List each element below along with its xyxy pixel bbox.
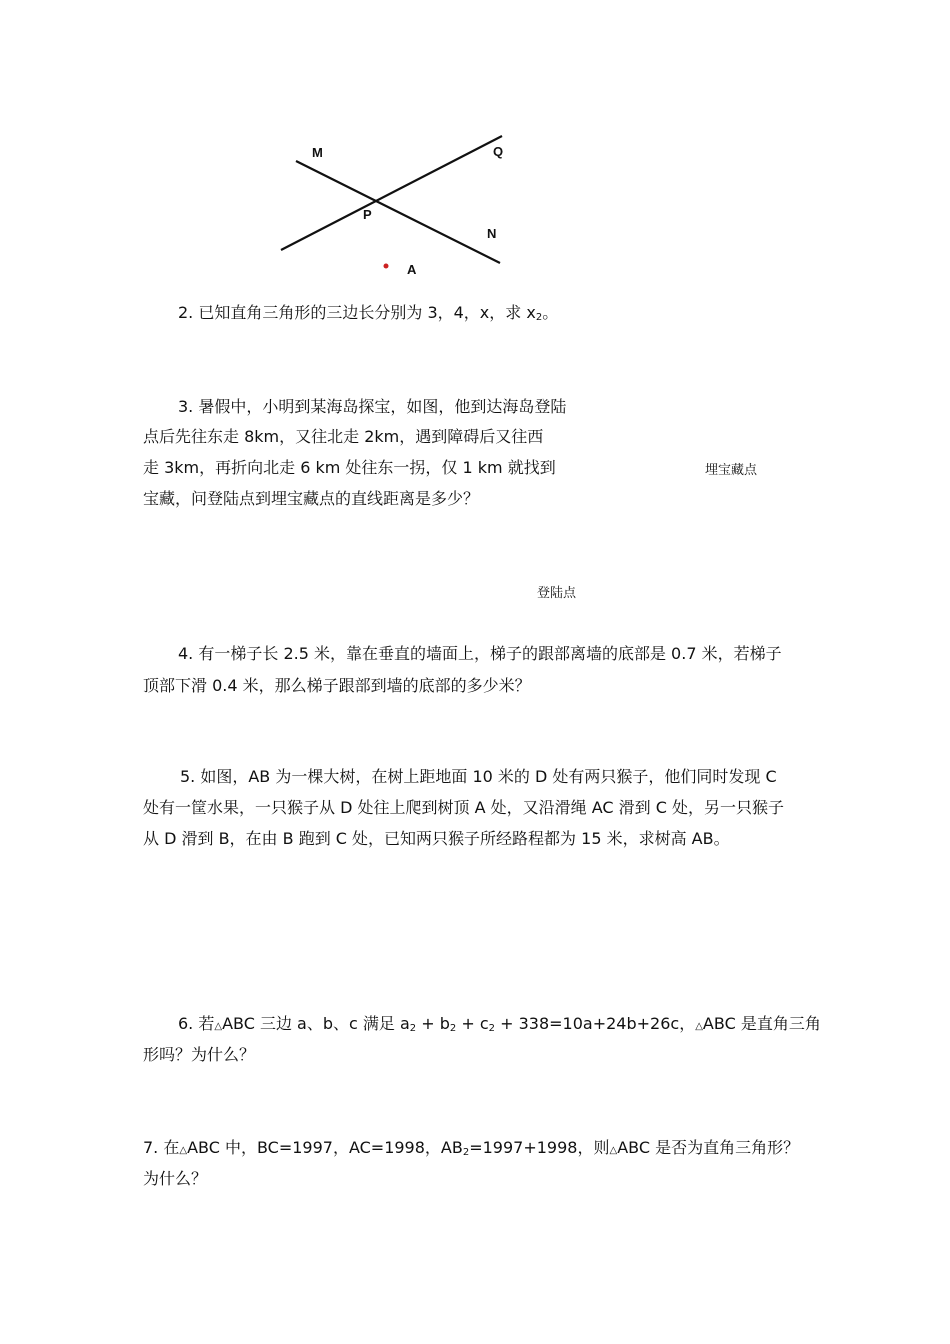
q6-part-b: ABC 三边 a、b、c 满足 a (222, 1014, 410, 1033)
q5-line-3: 从 D 滑到 B，在由 B 跑到 C 处，已知两只猴子所经路程都为 15 米，求树高 AB。 (143, 829, 730, 848)
q4-line-1: 4. 有一梯子长 2.5 米，靠在垂直的墙面上，梯子的跟部离墙的底部是 0.7 米，若梯子 (178, 644, 782, 663)
figure-svg (270, 125, 530, 285)
point-a (384, 264, 389, 269)
triangle-symbol: △ (179, 1145, 188, 1156)
intersecting-lines-figure (270, 125, 530, 285)
q7-part-b: ABC 中，BC=1997，AC=1998，AB (187, 1138, 463, 1157)
q2-text: 2. 已知直角三角形的三边长分别为 3，4，x，求 x (178, 303, 536, 322)
q6-part-c: + b (416, 1014, 450, 1033)
q7-subscript: 2 (462, 1147, 470, 1158)
landing-point-label: 登陆点 (537, 586, 577, 601)
label-m: M (312, 145, 323, 160)
q3-line-3: 走 3km，再折向北走 6 km 处往东一拐，仅 1 km 就找到 (143, 458, 556, 477)
q3-line-2: 点后先往东走 8km，又往北走 2km，遇到障碍后又往西 (143, 427, 544, 446)
q4-line-2: 顶部下滑 0.4 米，那么梯子跟部到墙的底部的多少米？ (143, 676, 531, 695)
q7-line-1 (143, 1138, 799, 1163)
line-mn (296, 161, 500, 263)
q2-subscript: 2 (535, 312, 543, 323)
q2-end: 。 (542, 303, 559, 322)
label-n: N (487, 226, 497, 241)
q6-sub-c: 2 (488, 1023, 496, 1034)
q6-part-e: + 338=10a+24b+26c， (495, 1014, 696, 1033)
q6-sub-b: 2 (449, 1023, 457, 1034)
q5-line-2: 处有一筐水果，一只猴子从 D 处往上爬到树顶 A 处，又沿滑绳 AC 滑到 C 处，另一只猴子 (143, 798, 784, 817)
q7-part-a: 7. 在 (143, 1138, 180, 1157)
triangle-symbol: △ (609, 1145, 618, 1156)
q6-part-d: + c (456, 1014, 489, 1033)
q7-part-d: ABC 是否为直角三角形？ (617, 1138, 800, 1157)
triangle-symbol: △ (214, 1021, 223, 1032)
q7-part-c: =1997+1998，则 (469, 1138, 610, 1157)
q6-sub-a: 2 (409, 1023, 417, 1034)
q6-line-1 (178, 1014, 821, 1039)
label-a: A (407, 262, 417, 277)
triangle-symbol: △ (695, 1021, 703, 1032)
question-2 (178, 303, 558, 328)
q6-line-2: 形吗？为什么？ (143, 1045, 256, 1064)
q3-line-4: 宝藏，问登陆点到埋宝藏点的直线距离是多少？ (143, 489, 480, 508)
q6-part-a: 6. 若 (178, 1014, 215, 1033)
q5-line-1: 5. 如图，AB 为一棵大树，在树上距地面 10 米的 D 处有两只猴子，他们同时发现 C (180, 767, 777, 786)
q3-line-1: 3. 暑假中，小明到某海岛探宝，如图，他到达海岛登陆 (178, 397, 567, 416)
label-q: Q (493, 144, 504, 159)
q7-line-2: 为什么？ (143, 1169, 208, 1188)
treasure-point-label: 埋宝藏点 (705, 463, 758, 478)
label-p: P (363, 207, 372, 222)
q6-part-f: ABC 是直角三角 (702, 1014, 821, 1033)
